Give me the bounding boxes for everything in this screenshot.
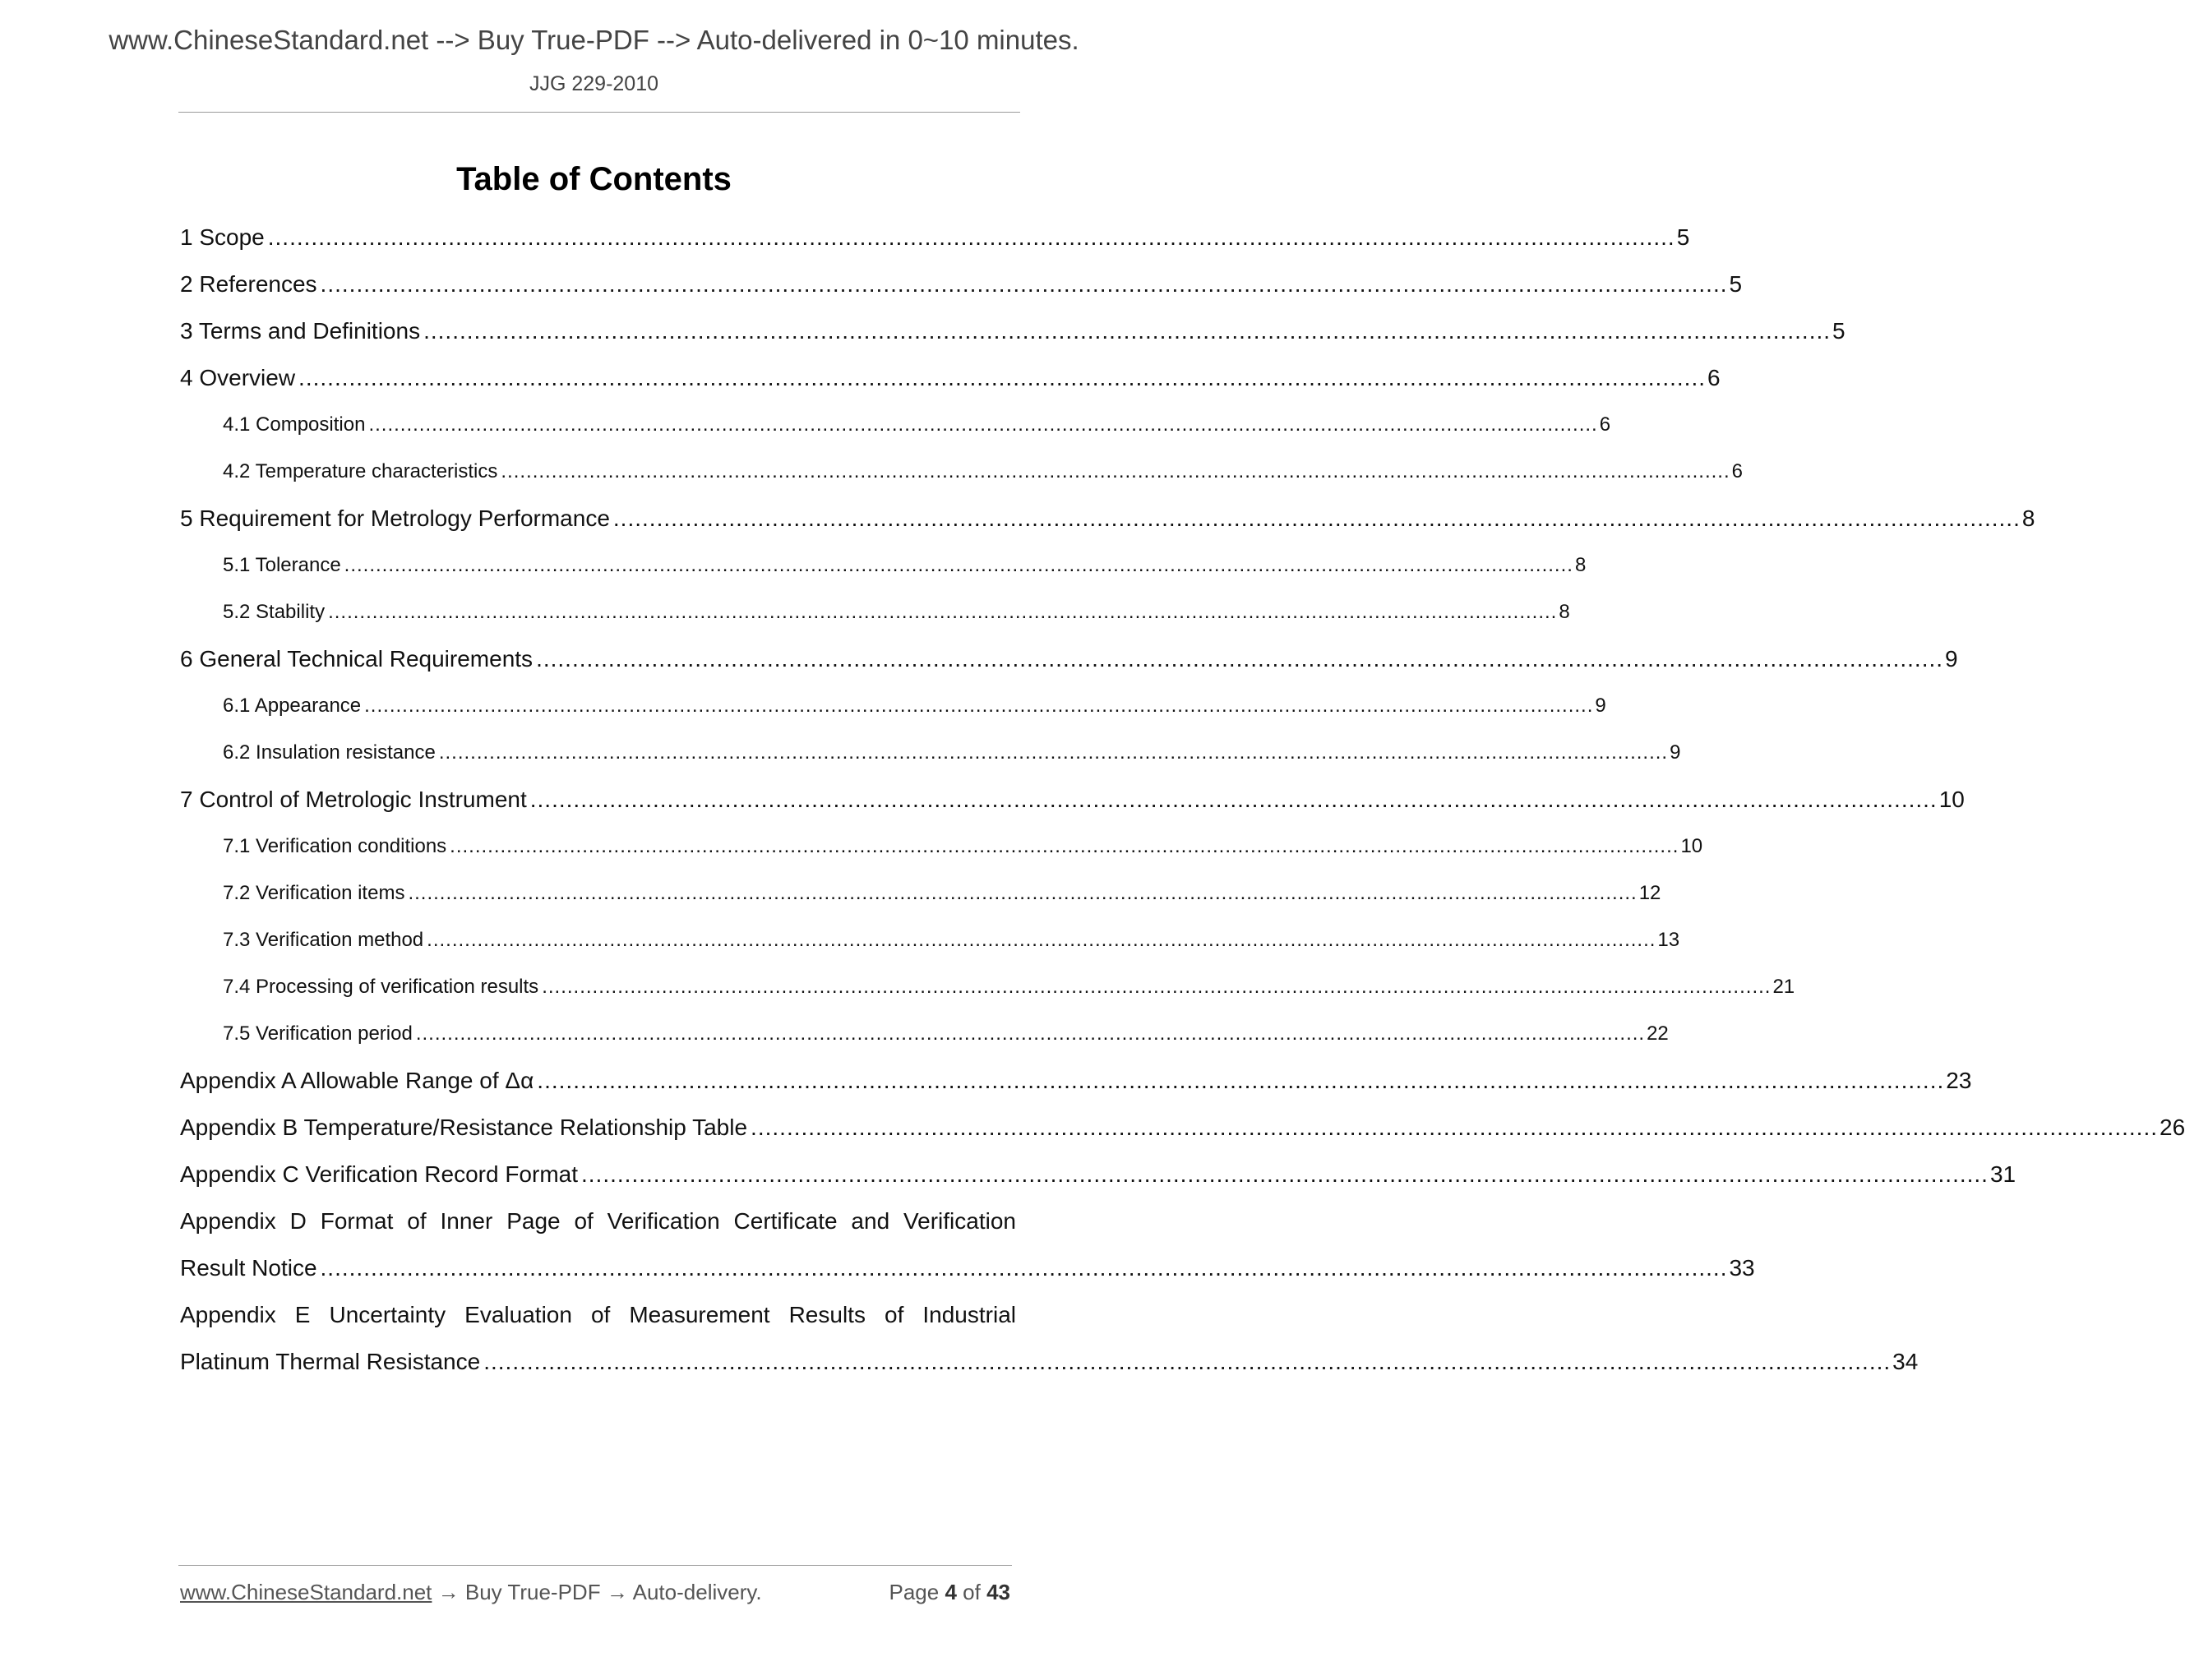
toc-entry-label: 4 Overview [180, 364, 296, 390]
toc-entry-label: Appendix D Format of Inner Page of Verification Certificate and Verification [180, 1207, 1016, 1234]
toc-entry-label: 5 Requirement for Metrology Performance [180, 505, 610, 531]
toc-entry-label: 7.2 Verification items [223, 881, 405, 904]
toc-page-number: 9 [1670, 741, 1681, 764]
arrow-right-icon: → [606, 1580, 628, 1604]
toc-leader: ................................................................................................................................................................................................... [612, 505, 2021, 531]
toc-entry-control-instrument[interactable] [180, 776, 1965, 823]
toc-entry-label: 4.1 Composition [223, 413, 366, 436]
toc-title: Table of Contents [456, 161, 732, 197]
toc-page-number: 8 [1574, 553, 1587, 576]
document-code: JJG 229-2010 [529, 72, 659, 95]
total-page-count: 43 [986, 1580, 1010, 1604]
toc-leader: ................................................................................................................................................................................................... [298, 364, 1707, 390]
toc-leader: ................................................................................................................................................................................................... [320, 270, 1728, 297]
toc-entry-scope[interactable] [180, 214, 1690, 261]
toc-page-number: 8 [1559, 600, 1570, 623]
toc-entry-label: Appendix C Verification Record Format [180, 1161, 578, 1187]
toc-leader: ................................................................................................................................................................................................... [438, 741, 1669, 764]
toc-leader: ................................................................................................................................................................................................... [483, 1348, 1892, 1374]
toc-entry-verification-items[interactable] [180, 870, 1661, 916]
toc-entry-appendix-d-line2[interactable] [180, 1244, 1755, 1291]
toc-entry-technical-requirements[interactable] [180, 635, 1958, 682]
toc-entry-processing-results[interactable] [180, 963, 1795, 1010]
toc-entry-label: 7.4 Processing of verification results [223, 975, 539, 998]
toc-leader: ................................................................................................................................................................................................... [537, 1067, 1945, 1093]
toc-entry-label: 3 Terms and Definitions [180, 317, 421, 344]
toc-leader: ................................................................................................................................................................................................... [536, 645, 1944, 672]
toc-entry-label: 5.1 Tolerance [223, 553, 341, 576]
toc-entry-label: 6.1 Appearance [223, 694, 362, 717]
toc-entry-appendix-e-line1[interactable] [180, 1291, 1016, 1338]
toc-entry-appendix-b[interactable] [180, 1104, 2185, 1151]
toc-page-number: 10 [1680, 834, 1703, 857]
toc-entry-label: 1 Scope [180, 224, 265, 250]
toc-leader: ................................................................................................................................................................................................... [542, 975, 1772, 998]
toc-entry-terms[interactable] [180, 307, 1845, 354]
toc-page-number: 31 [1989, 1161, 2016, 1187]
toc-page-number: 6 [1707, 364, 1721, 390]
toc-page-number: 26 [2160, 1114, 2185, 1140]
toc-entry-label: 2 References [180, 270, 317, 297]
toc-entry-temperature-characteristics[interactable] [180, 448, 1743, 495]
toc-page-number: 23 [1946, 1067, 1972, 1093]
toc-page-number: 8 [2021, 505, 2035, 531]
toc-entry-composition[interactable] [180, 401, 1611, 448]
toc-page-number: 21 [1772, 975, 1795, 998]
toc-leader: ................................................................................................................................................................................................... [267, 224, 1675, 250]
toc-entry-tolerance[interactable] [180, 542, 1587, 588]
toc-leader: ................................................................................................................................................................................................... [423, 317, 1832, 344]
toc-page-number: 34 [1892, 1348, 1919, 1374]
toc-entry-label: 4.2 Temperature characteristics [223, 459, 498, 482]
toc-leader: ................................................................................................................................................................................................... [427, 928, 1656, 951]
toc-leader: ................................................................................................................................................................................................... [408, 881, 1638, 904]
page-word: Page [889, 1580, 940, 1604]
toc-entry-metrology-performance[interactable] [180, 495, 2035, 542]
footer-promo [180, 1580, 762, 1605]
toc-entry-label: 7.3 Verification method [223, 928, 424, 951]
toc-leader: ................................................................................................................................................................................................... [450, 834, 1679, 857]
toc-leader: ................................................................................................................................................................................................... [320, 1254, 1728, 1281]
footer-buy-text: Buy True-PDF [464, 1580, 601, 1604]
toc-leader: ................................................................................................................................................................................................... [368, 413, 1598, 436]
toc-entry-label: Platinum Thermal Resistance [180, 1348, 481, 1374]
toc-page-number: 5 [1676, 224, 1690, 250]
footer-site-link[interactable]: www.ChineseStandard.net [180, 1580, 432, 1604]
toc-page-number: 9 [1945, 645, 1958, 672]
toc-entry-verification-method[interactable] [180, 916, 1680, 963]
toc-entry-label: Appendix A Allowable Range of Δα [180, 1067, 534, 1093]
footer-divider [178, 1565, 1012, 1566]
header-divider [178, 112, 1020, 113]
arrow-right-icon: → [437, 1580, 460, 1604]
toc-entry-appendix-d-line1[interactable] [180, 1198, 1016, 1244]
toc-page-number: 6 [1599, 413, 1611, 436]
toc-entry-label: Appendix E Uncertainty Evaluation of Measurement Results of Industrial [180, 1301, 1016, 1327]
toc-leader: ................................................................................................................................................................................................... [328, 600, 1558, 623]
toc-entry-verification-conditions[interactable] [180, 823, 1703, 870]
toc-leader: ................................................................................................................................................................................................... [364, 694, 1594, 717]
toc-leader: ................................................................................................................................................................................................... [751, 1114, 2159, 1140]
table-of-contents [180, 214, 2185, 1385]
of-word: of [963, 1580, 981, 1604]
footer-delivery-text: Auto-delivery. [632, 1580, 762, 1604]
toc-entry-appendix-e-line2[interactable] [180, 1338, 1919, 1385]
toc-entry-verification-period[interactable] [180, 1010, 1669, 1057]
toc-entry-stability[interactable] [180, 588, 1570, 635]
toc-entry-label: 7 Control of Metrologic Instrument [180, 786, 527, 812]
toc-entry-references[interactable] [180, 261, 1743, 307]
toc-entry-label: 7.1 Verification conditions [223, 834, 447, 857]
toc-page-number: 6 [1731, 459, 1743, 482]
toc-leader: ................................................................................................................................................................................................... [415, 1022, 1646, 1045]
toc-entry-label: 6 General Technical Requirements [180, 645, 534, 672]
toc-entry-label: 5.2 Stability [223, 600, 326, 623]
toc-entry-appearance[interactable] [180, 682, 1606, 729]
toc-page-number: 13 [1657, 928, 1680, 951]
toc-page-number: 5 [1729, 270, 1743, 297]
toc-entry-appendix-c[interactable] [180, 1151, 2016, 1198]
toc-page-number: 33 [1729, 1254, 1755, 1281]
toc-entry-label: 6.2 Insulation resistance [223, 741, 436, 764]
toc-entry-overview[interactable] [180, 354, 1721, 401]
toc-page-number: 10 [1938, 786, 1965, 812]
top-banner: www.ChineseStandard.net --> Buy True-PDF --> Auto-delivered in 0~10 minutes. [109, 25, 1079, 55]
toc-leader: ................................................................................................................................................................................................... [581, 1161, 1989, 1187]
toc-entry-label: 7.5 Verification period [223, 1022, 413, 1045]
page-indicator [889, 1580, 1010, 1605]
toc-page-number: 22 [1647, 1022, 1669, 1045]
toc-page-number: 5 [1832, 317, 1845, 344]
toc-page-number: 12 [1638, 881, 1661, 904]
toc-leader: ................................................................................................................................................................................................... [344, 553, 1573, 576]
toc-entry-appendix-a[interactable] [180, 1057, 1972, 1104]
toc-entry-label: Appendix B Temperature/Resistance Relationship Table [180, 1114, 748, 1140]
current-page-number: 4 [945, 1580, 957, 1604]
toc-page-number: 9 [1595, 694, 1606, 717]
toc-entry-insulation-resistance[interactable] [180, 729, 1681, 776]
toc-leader: ................................................................................................................................................................................................... [501, 459, 1730, 482]
toc-entry-label: Result Notice [180, 1254, 317, 1281]
toc-leader: ................................................................................................................................................................................................... [529, 786, 1938, 812]
